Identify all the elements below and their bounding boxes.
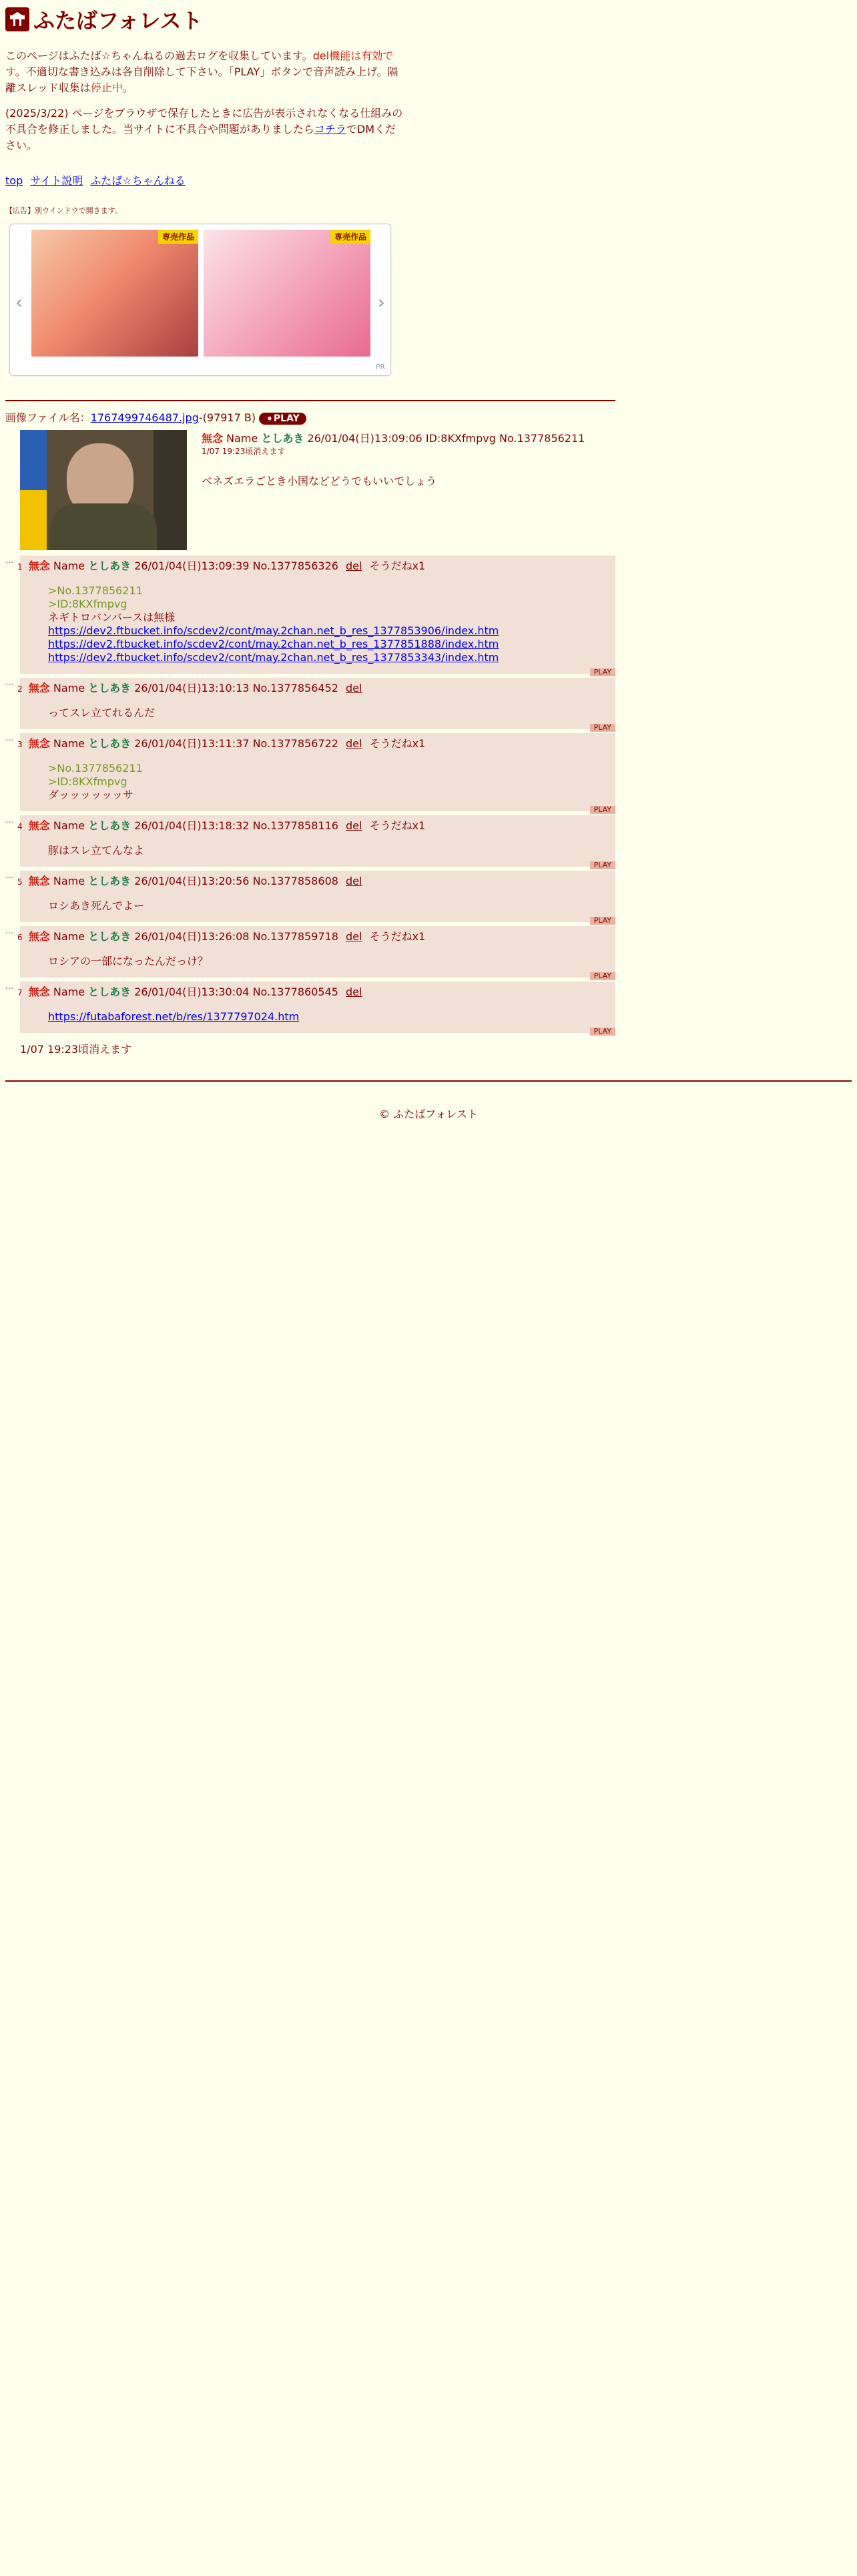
reply-post: [5, 556, 615, 674]
reply-datetime: 26/01/04(日)13:30:04: [134, 986, 250, 998]
reply-header: [17, 930, 615, 944]
reply-footer: [24, 802, 615, 814]
play-button[interactable]: [259, 413, 306, 425]
reply-subject: 無念: [28, 682, 50, 694]
reply-subject: 無念: [28, 737, 50, 750]
sodane-button[interactable]: そうだねx1: [369, 560, 426, 572]
op-datetime: 26/01/04(日)13:09:06: [307, 432, 422, 445]
reply-text: [24, 889, 615, 913]
nav-futaba-link[interactable]: ふたば☆ちゃんねる: [90, 174, 186, 187]
file-info: [5, 409, 615, 425]
op-name-label: Name: [226, 432, 258, 445]
sodane-button[interactable]: そうだねx1: [369, 930, 426, 943]
reply-body: [17, 733, 615, 814]
reply-message: ダッッッッッッサ: [48, 789, 134, 801]
del-link[interactable]: del: [346, 682, 362, 694]
reply-name: としあき: [88, 819, 131, 832]
notice-text: (2025/3/22) ページをブラウザで保存したときに広告が表示されなくなる仕組みの不具合を修正しました。当サイトに不具合や問題がありましたら: [5, 107, 403, 136]
reply-subject: 無念: [28, 930, 50, 943]
reply-footer: [24, 913, 615, 925]
reply-number: No.1377856326: [252, 560, 338, 572]
reply-subject: 無念: [28, 875, 50, 887]
reply-name-label: Name: [53, 737, 85, 750]
reply-message: ネギトロバンバースは無様: [48, 611, 176, 624]
reply-text: [24, 833, 615, 857]
reply-footer: [24, 968, 615, 978]
reply-text: [24, 1000, 615, 1024]
reply-message: ってスレ立てれるんだ: [48, 706, 156, 719]
reply-post: [5, 871, 615, 925]
reply-name-label: Name: [53, 560, 85, 572]
desc-stop-text: 停止中: [90, 81, 123, 94]
reply-play-button[interactable]: PLAY: [590, 972, 615, 980]
reply-body: [17, 871, 615, 925]
reply-post: [5, 926, 615, 978]
op-expire: 1/07 19:23頃消えます: [202, 447, 286, 456]
reply-message: ロシアの一部になったんだっけ？: [48, 955, 209, 968]
footer-divider: [5, 1080, 852, 1082]
reply-index: 5: [17, 877, 23, 887]
reply-number: No.1377859718: [252, 930, 338, 943]
reply-header: [17, 560, 615, 574]
reply-play-button[interactable]: PLAY: [590, 668, 615, 676]
reply-index: 6: [17, 933, 23, 942]
nav-links: [5, 172, 852, 188]
reply-header: [17, 875, 615, 889]
reply-name: としあき: [88, 737, 131, 750]
reply-footer: [24, 1024, 615, 1036]
footer-copyright: © ふたばフォレスト: [379, 1108, 478, 1120]
site-title: ふたばフォレスト: [33, 8, 203, 33]
reply-name-label: Name: [53, 875, 85, 887]
reply-header: [17, 819, 615, 833]
reply-header: [17, 737, 615, 751]
reply-name: としあき: [88, 986, 131, 998]
ad-pr-label: PR: [375, 363, 385, 371]
reply-text: [24, 696, 615, 720]
reply-header: [17, 682, 615, 696]
del-link[interactable]: del: [346, 875, 362, 887]
reply-body: [17, 926, 615, 980]
sodane-button[interactable]: そうだねx1: [369, 737, 426, 750]
reply-message: ロシあき死んでよー: [48, 899, 145, 912]
ad-badge-2: 専売作品: [330, 230, 370, 244]
reply-datetime: 26/01/04(日)13:11:37: [134, 737, 250, 750]
del-link[interactable]: del: [346, 819, 362, 832]
reply-name-label: Name: [53, 682, 85, 694]
reply-body: [17, 815, 615, 869]
desc-text-2: 。不適切な書き込みは各自削除して下さい。「PLAY」ボタンで音声読み上げ。隔離スレッド収集は: [5, 65, 398, 94]
op-name: としあき: [261, 432, 304, 445]
reply-link[interactable]: https://futabaforest.net/b/res/1377797024.htm: [48, 1010, 300, 1023]
desc-del-text: del機能は有効です: [5, 49, 394, 78]
reply-menu-icon[interactable]: …: [5, 556, 13, 565]
desc-text-3: 。: [122, 81, 133, 94]
reply-quote: >ID:8KXfmpvg: [48, 598, 127, 610]
ad-carousel[interactable]: [9, 224, 391, 376]
reply-index: 2: [17, 684, 23, 694]
op-post: [20, 430, 615, 550]
reply-link[interactable]: https://dev2.ftbucket.info/scdev2/cont/may.2chan.net_b_res_1377851888/index.htm: [48, 638, 499, 650]
reply-name: としあき: [88, 930, 131, 943]
file-link[interactable]: 1767499746487.jpg: [90, 411, 199, 424]
play-label: PLAY: [273, 413, 300, 424]
reply-footer: [24, 720, 615, 732]
reply-play-button[interactable]: PLAY: [590, 724, 615, 732]
reply-number: No.1377856722: [252, 737, 338, 750]
reply-post: [5, 982, 615, 1036]
del-link[interactable]: del: [346, 986, 362, 998]
reply-index: 7: [17, 988, 23, 998]
reply-play-button[interactable]: PLAY: [590, 861, 615, 869]
reply-number: No.1377858116: [252, 819, 338, 832]
reply-footer: [24, 857, 615, 867]
reply-name-label: Name: [53, 819, 85, 832]
nav-top-link[interactable]: top: [5, 174, 23, 187]
reply-quote: >No.1377856211: [48, 762, 143, 775]
reply-name: としあき: [88, 560, 131, 572]
reply-subject: 無念: [28, 560, 50, 572]
reply-post: [5, 678, 615, 732]
reply-index: 4: [17, 822, 23, 831]
reply-play-button[interactable]: PLAY: [590, 806, 615, 814]
site-header: [5, 4, 852, 35]
reply-menu-icon[interactable]: …: [5, 982, 13, 991]
site-description: [5, 48, 406, 96]
reply-post: [5, 815, 615, 867]
del-link[interactable]: del: [346, 737, 362, 750]
play-icon: ➧: [266, 413, 274, 424]
reply-subject: 無念: [28, 986, 50, 998]
reply-menu-icon[interactable]: …: [5, 926, 13, 935]
op-number: No.1377856211: [499, 432, 585, 445]
op-id: ID:8KXfmpvg: [425, 432, 496, 445]
ad-image-1[interactable]: [31, 230, 198, 357]
reply-number: No.1377856452: [252, 682, 338, 694]
reply-name: としあき: [88, 875, 131, 887]
reply-name-label: Name: [53, 930, 85, 943]
reply-text: [24, 944, 615, 968]
reply-header: [17, 986, 615, 1000]
reply-subject: 無念: [28, 819, 50, 832]
del-link[interactable]: del: [346, 560, 362, 572]
contact-link[interactable]: コチラ: [314, 123, 346, 136]
tree-icon: [5, 7, 29, 31]
reply-menu-icon[interactable]: …: [5, 678, 13, 687]
reply-play-button[interactable]: PLAY: [590, 917, 615, 925]
reply-index: 3: [17, 740, 23, 749]
reply-name-label: Name: [53, 986, 85, 998]
sodane-button[interactable]: そうだねx1: [369, 819, 426, 832]
del-link[interactable]: del: [346, 930, 362, 943]
reply-menu-icon[interactable]: …: [5, 733, 13, 742]
ad-label: 【広告】別ウインドウで開きます。: [5, 206, 122, 215]
reply-link[interactable]: https://dev2.ftbucket.info/scdev2/cont/may.2chan.net_b_res_1377853906/index.htm: [48, 624, 499, 637]
op-subject: 無念: [202, 432, 224, 445]
reply-menu-icon[interactable]: …: [5, 871, 13, 880]
reply-play-button[interactable]: PLAY: [590, 1028, 615, 1036]
reply-message: 豚はスレ立てんなよ: [48, 844, 145, 857]
reply-datetime: 26/01/04(日)13:20:56: [134, 875, 250, 887]
reply-body: [17, 556, 615, 676]
op-text: ベネズエラごとき小国などどうでもいいでしょう: [202, 475, 437, 487]
reply-menu-icon[interactable]: …: [5, 815, 13, 825]
reply-post: [5, 733, 615, 814]
site-notice: [5, 105, 406, 154]
reply-quote: >No.1377856211: [48, 584, 143, 597]
reply-index: 1: [17, 562, 23, 572]
reply-number: No.1377860545: [252, 986, 338, 998]
ad-badge-1: 専売作品: [158, 230, 198, 244]
nav-about-link[interactable]: サイト説明: [30, 174, 83, 187]
reply-datetime: 26/01/04(日)13:09:39: [134, 560, 250, 572]
carousel-prev-icon[interactable]: ‹: [15, 291, 23, 313]
reply-number: No.1377858608: [252, 875, 338, 887]
reply-datetime: 26/01/04(日)13:26:08: [134, 930, 250, 943]
reply-footer: [24, 664, 615, 674]
op-body: [202, 430, 585, 550]
op-thumbnail[interactable]: [20, 430, 187, 550]
divider: [5, 400, 615, 401]
reply-body: [17, 982, 615, 1036]
file-label: 画像ファイル名：: [5, 411, 91, 424]
reply-name: としあき: [88, 682, 131, 694]
carousel-next-icon[interactable]: ›: [377, 291, 385, 313]
reply-quote: >ID:8KXfmpvg: [48, 775, 127, 788]
thread-expire: 1/07 19:23頃消えます: [20, 1043, 132, 1056]
reply-text: [24, 574, 615, 664]
op-header: [202, 430, 585, 445]
ad-image-2[interactable]: [204, 230, 370, 357]
thread: [5, 409, 615, 1056]
reply-text: [24, 751, 615, 802]
desc-text: このページはふたば☆ちゃんねるの過去ログを収集しています。: [5, 49, 313, 62]
file-size: -(97917 B): [198, 411, 256, 424]
reply-datetime: 26/01/04(日)13:10:13: [134, 682, 250, 694]
reply-link[interactable]: https://dev2.ftbucket.info/scdev2/cont/may.2chan.net_b_res_1377853343/index.htm: [48, 651, 499, 664]
notice-text-2: でDMください。: [5, 123, 396, 152]
reply-body: [17, 678, 615, 732]
reply-datetime: 26/01/04(日)13:18:32: [134, 819, 250, 832]
